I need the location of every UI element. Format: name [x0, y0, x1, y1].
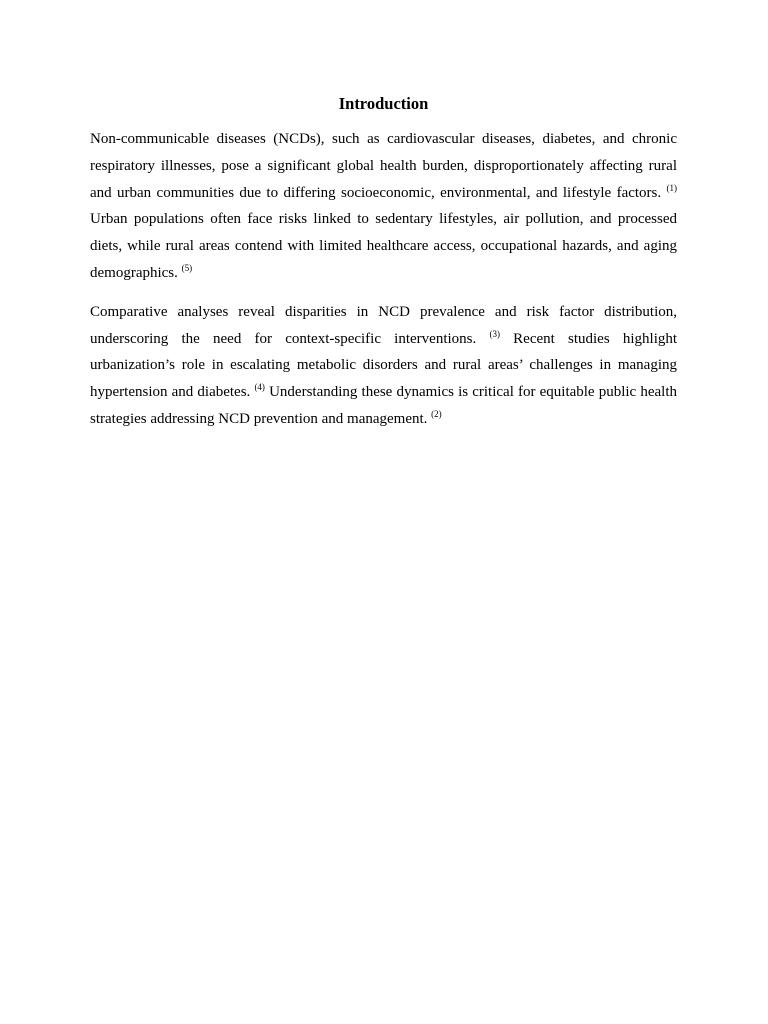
paragraph-2-sentence-3: Understanding these dynamics is critical for equitable public health strategies addressing NCD prevention and management.: [90, 384, 677, 427]
paragraph-1-sentence-2: Urban populations often face risks linked to sedentary lifestyles, air pollution, and processed diets, while rural areas contend with limited healthcare access, occupational hazards, and aging demographics.: [90, 211, 677, 281]
citation-1: (1): [666, 182, 678, 193]
paragraph-2-sentence-2: Recent studies highlight urbanization’s role in escalating metabolic disorders and rural areas’ challenges in managing hypertension and diabetes.: [90, 330, 678, 401]
citation-3: (3): [489, 328, 500, 339]
paragraph-1: [90, 126, 677, 287]
citation-2: (2): [431, 408, 442, 419]
citation-5: (5): [181, 262, 193, 273]
section-heading: Introduction: [338, 94, 429, 113]
citation-4: (4): [254, 382, 265, 393]
paragraph-1-sentence-1: Non-communicable diseases (NCDs), such as cardiovascular diseases, diabetes, and chronic respiratory illnesses, pose a significant global health burden, disproportionately affecting rural and urban communities due to differing socioeconomic, environmental, and lifestyle factors.: [90, 131, 677, 201]
paragraph-2-sentence-1: Comparative analyses reveal disparities in NCD prevalence and risk factor distribution, underscoring the need for context-specific interventions.: [90, 303, 677, 347]
paragraph-2: [90, 299, 677, 433]
document-page: [90, 92, 677, 445]
